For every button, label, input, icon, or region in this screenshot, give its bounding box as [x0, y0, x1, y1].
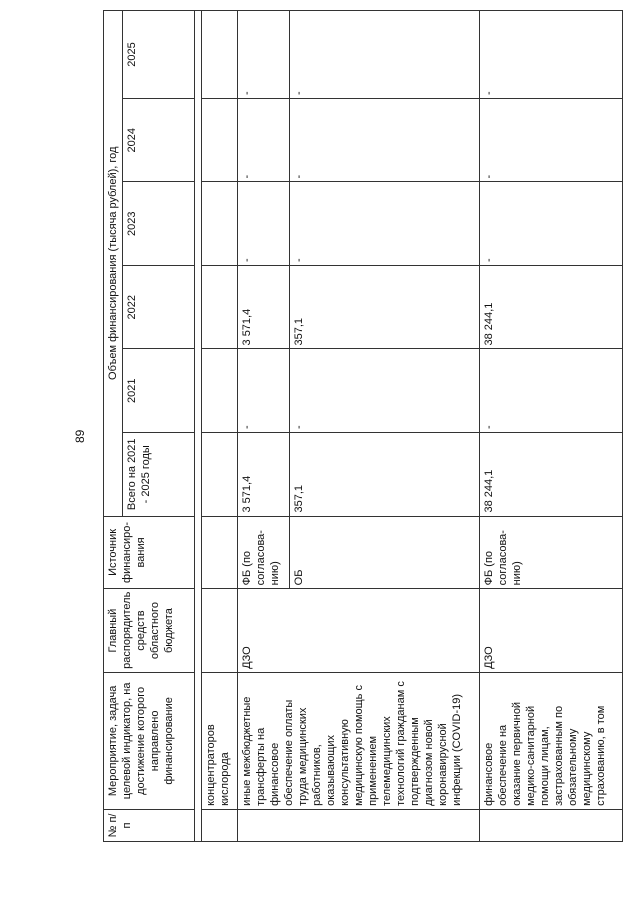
row-manager: ДЗО: [480, 589, 623, 673]
row-activity: финансовое обеспечение на оказание первичной медико-санитарной помощи лицам, застрахованным по обязательному медицинскому страхованию, в том: [480, 672, 623, 809]
table-row: [238, 11, 290, 842]
funding-table: [103, 10, 623, 842]
header-year: 2023: [123, 182, 195, 266]
header-year: 2024: [123, 98, 195, 182]
row-value: 3 571,4: [238, 265, 290, 349]
header-num: № п/п: [104, 809, 195, 841]
row-value: [202, 265, 238, 349]
row-value: -: [238, 11, 290, 99]
header-year: 2021: [123, 349, 195, 433]
header-manager: Главный распорядитель средств областного бюджета: [104, 589, 195, 673]
row-value: 357,1: [290, 265, 480, 349]
row-value: -: [480, 349, 623, 433]
row-value: -: [480, 11, 623, 99]
row-value: -: [238, 182, 290, 266]
row-manager: [202, 589, 238, 673]
row-num: [238, 809, 480, 841]
page-number: 89: [73, 429, 87, 443]
row-value: [202, 349, 238, 433]
row-value: -: [480, 98, 623, 182]
header-total: Всего на 2021 - 2025 годы: [123, 433, 195, 517]
header-year: 2025: [123, 11, 195, 99]
row-source: ФБ (по согласова-нию): [480, 516, 623, 589]
spacer-row: [195, 11, 202, 842]
row-value: -: [290, 349, 480, 433]
row-total: [202, 433, 238, 517]
row-value: -: [290, 11, 480, 99]
table-row: [202, 11, 238, 842]
row-num: [202, 809, 238, 841]
header-year: 2022: [123, 265, 195, 349]
row-value: [202, 98, 238, 182]
header-source: Источник финансиро-вания: [104, 516, 195, 589]
row-total: 357,1: [290, 433, 480, 517]
row-value: -: [480, 182, 623, 266]
row-source: ОБ: [290, 516, 480, 589]
row-value: -: [290, 182, 480, 266]
row-value: -: [290, 98, 480, 182]
header-volume: Объем финансирования (тысяча рублей), год: [104, 11, 123, 517]
row-source: [202, 516, 238, 589]
table-row: [480, 11, 623, 842]
row-value: [202, 11, 238, 99]
row-value: -: [238, 349, 290, 433]
row-total: 3 571,4: [238, 433, 290, 517]
row-source: ФБ (по согласова-нию): [238, 516, 290, 589]
row-total: 38 244,1: [480, 433, 623, 517]
row-activity: иные межбюджетные трансферты на финансовое обеспечение оплаты труда медицинских работников, оказывающих консультативную медицинскую помощь с применением телемедицинских технологий гражданам с подтвержденным диагнозом новой коронавирусной инфекции (COVID-19): [238, 672, 480, 809]
row-manager: ДЗО: [238, 589, 480, 673]
row-activity: концентраторов кислорода: [202, 672, 238, 809]
funding-table-rotated: [103, 10, 623, 842]
row-num: [480, 809, 623, 841]
row-value: [202, 182, 238, 266]
row-value: -: [238, 98, 290, 182]
row-value: 38 244,1: [480, 265, 623, 349]
header-activity: Мероприятие, задача целевой индикатор, на достижение которого направлено финансирование: [104, 672, 195, 809]
